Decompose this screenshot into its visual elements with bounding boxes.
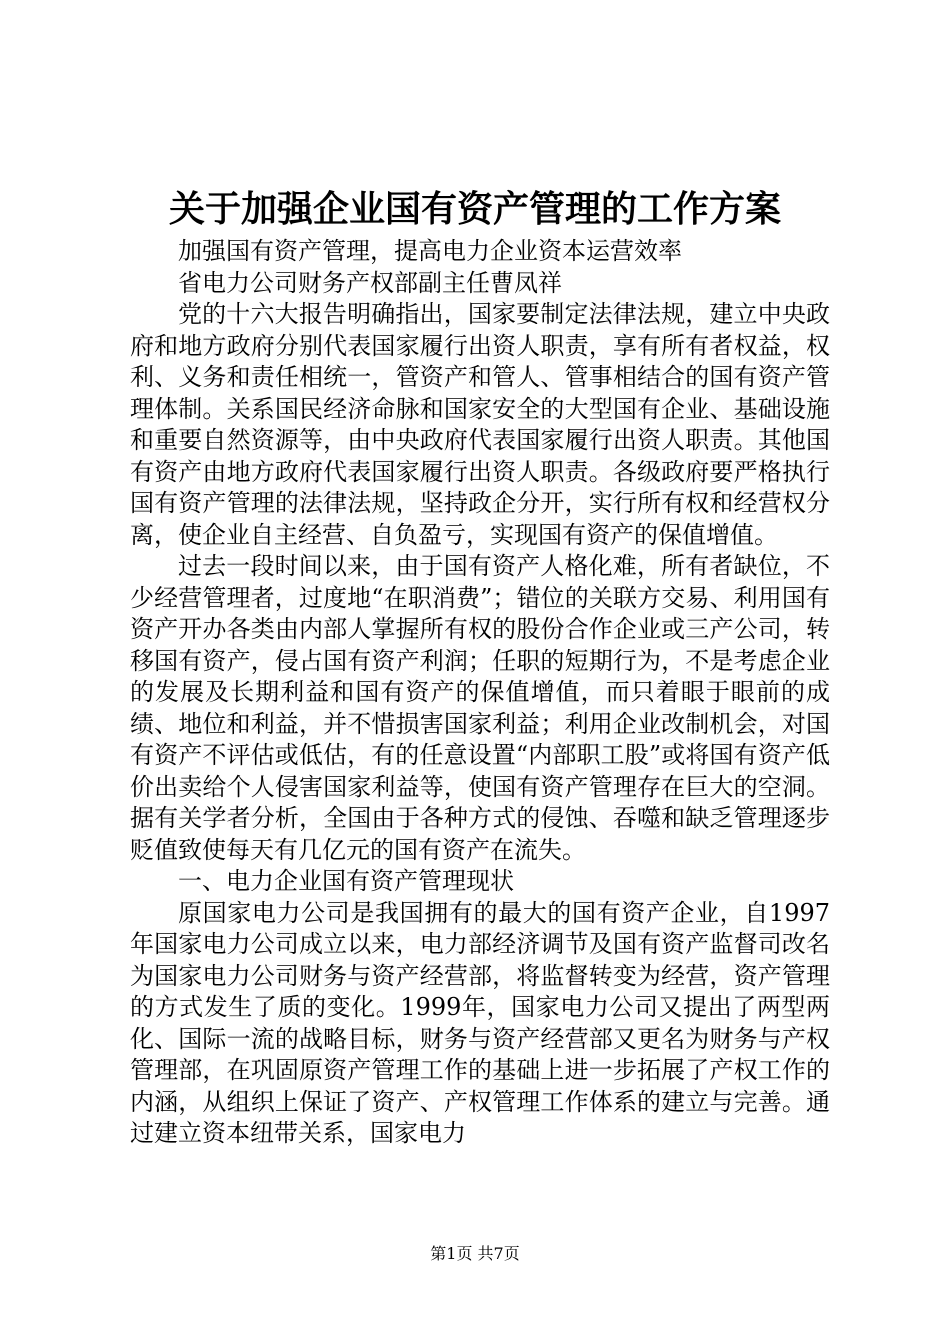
subtitle-line: 加强国有资产管理，提高电力企业资本运营效率 xyxy=(178,237,682,265)
body-paragraph: 过去一段时间以来，由于国有资产人格化难，所有者缺位，不少经营管理者，过度地“在职消费”；错位的关联方交易、利用国有资产开办各类由内部人掌握所有权的股份合作企业或三产公司，转移国有资产，侵占国有资产利润；任职的短期行为，不是考虑企业的发展及长期利益和国有资产的保值增值，而只着眼于眼前的成绩、地位和利益，并不惜损害国家利益；利用企业改制机会，对国有资产不评估或低估，有的任意设置“内部职工股”或将国有资产低价出卖给个人侵害国家利益等，使国有资产管理存在巨大的空洞。据有关学者分析，全国由于各种方式的侵蚀、吞噬和缺乏管理逐步贬值致使每天有几亿元的国有资产在流失。 xyxy=(130,552,830,864)
section-heading: 一、电力企业国有资产管理现状 xyxy=(178,867,514,895)
body-paragraph: 党的十六大报告明确指出，国家要制定法律法规，建立中央政府和地方政府分别代表国家履行出资人职责，享有所有者权益，权利、义务和责任相统一，管资产和管人、管事相结合的国有资产管理体制。关系国民经济命脉和国家安全的大型国有企业、基础设施和重要自然资源等，由中央政府代表国家履行出资人职责。其他国有资产由地方政府代表国家履行出资人职责。各级政府要严格执行国有资产管理的法律法规，坚持政企分开，实行所有权和经营权分离，使企业自主经营、自负盈亏，实现国有资产的保值增值。 xyxy=(130,300,830,549)
page-footer: 第1页 共7页 xyxy=(430,1244,520,1263)
author-line: 省电力公司财务产权部副主任曹凤祥 xyxy=(178,268,562,297)
document-body xyxy=(130,236,830,1150)
document-title: 关于加强企业国有资产管理的工作方案 xyxy=(168,188,781,230)
body-paragraph: 原国家电力公司是我国拥有的最大的国有资产企业，自1997年国家电力公司成立以来，电力部经济调节及国有资产监督司改名为国家电力公司财务与资产经营部，将监督转变为经营，资产管理的方式发生了质的变化。1999年，国家电力公司又提出了两型两化、国际一流的战略目标，财务与资产经营部又更名为财务与产权管理部，在巩固原资产管理工作的基础上进一步拓展了产权工作的内涵，从组织上保证了资产、产权管理工作体系的建立与完善。通过建立资本纽带关系，国家电力 xyxy=(130,898,830,1147)
